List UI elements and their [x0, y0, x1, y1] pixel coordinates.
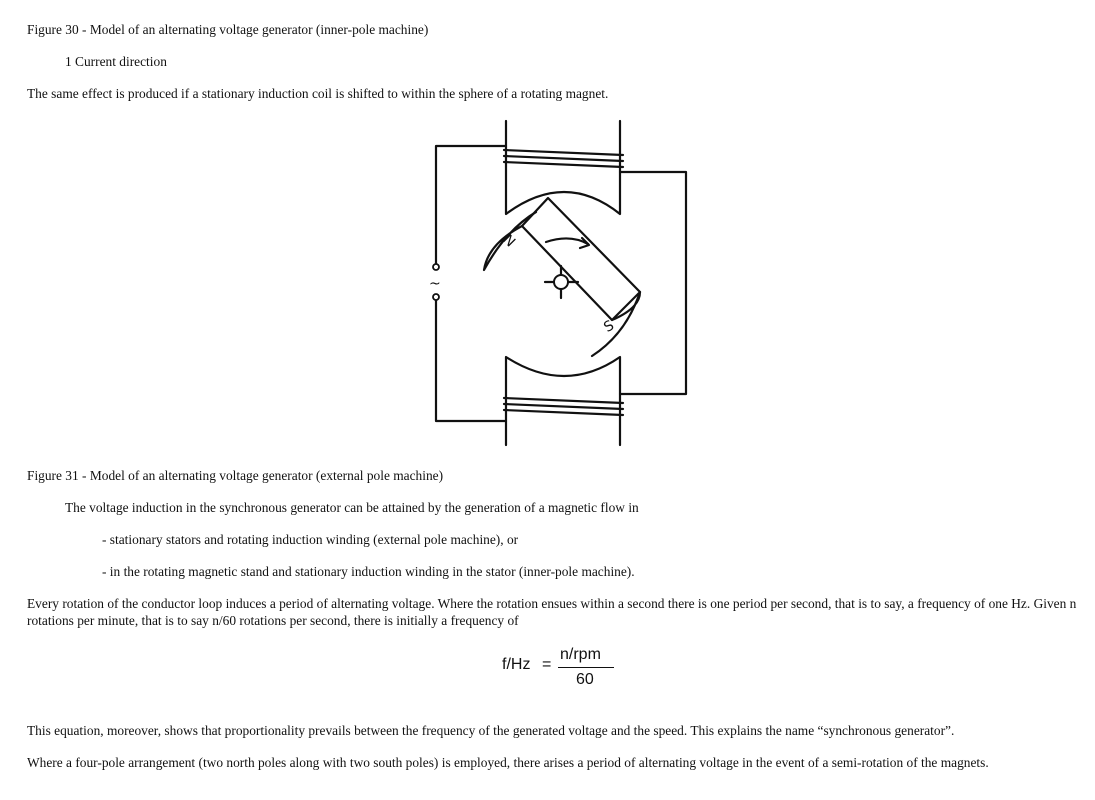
- terminal-bottom: [433, 294, 439, 300]
- rotor-bar: [522, 198, 640, 320]
- ac-symbol: ~: [429, 276, 441, 292]
- rotation-arrow: [546, 238, 588, 244]
- south-pole-label: S: [601, 317, 618, 336]
- top-coil-winding-1: [504, 150, 623, 155]
- generator-diagram: [420, 114, 700, 450]
- formula-fraction-bar: [558, 667, 614, 668]
- paragraph-same-effect: The same effect is produced if a stationary induction coil is shifted to within the sphere of a rotating magnet.: [27, 86, 609, 101]
- top-stator: [506, 121, 620, 214]
- wire-left-bottom: [436, 300, 506, 421]
- paragraph-equation: This equation, moreover, shows that proportionality prevails between the frequency of the generated voltage and the speed. This explains the name “synchronous generator”.: [27, 723, 955, 738]
- terminal-top: [433, 264, 439, 270]
- figure-31-caption: Figure 31 - Model of an alternating voltage generator (external pole machine): [27, 468, 444, 483]
- top-coil-winding-3: [504, 162, 623, 167]
- bullet-item-1: - stationary stators and rotating induction winding (external pole machine), or: [102, 532, 519, 547]
- paragraph-voltage-induction: The voltage induction in the synchronous generator can be attained by the generation of a magnetic flow in: [65, 500, 639, 515]
- figure-30-caption: Figure 30 - Model of an alternating voltage generator (inner-pole machine): [27, 22, 429, 37]
- frequency-formula: [500, 644, 630, 694]
- formula-numerator: n/rpm: [560, 646, 601, 663]
- rotor-shaft: [554, 275, 568, 289]
- figure-30-legend: 1 Current direction: [65, 54, 167, 69]
- paragraph-every-rotation: Every rotation of the conductor loop induces a period of alternating voltage. Where the rotation ensues within a second there is one period per second, that is to say, a frequency of one Hz. Given n rotations per minute, that is to say n/60 rotations per second, there is initially a frequency of: [27, 596, 1077, 628]
- paragraph-four-pole: Where a four-pole arrangement (two north poles along with two south poles) is employed, there arises a period of alternating voltage in the event of a semi-rotation of the magnets.: [27, 755, 989, 770]
- north-pole-label: N: [499, 231, 519, 251]
- rotor-south-pole: [592, 292, 640, 356]
- bottom-coil-winding-1: [504, 398, 623, 403]
- formula-equals: =: [542, 656, 552, 673]
- formula-lhs: f/Hz: [502, 656, 531, 673]
- bottom-coil-winding-3: [504, 410, 623, 415]
- top-coil-winding-2: [504, 156, 623, 161]
- formula-denominator: 60: [576, 671, 594, 688]
- bottom-coil-winding-2: [504, 404, 623, 409]
- bullet-item-2: - in the rotating magnetic stand and stationary induction winding in the stator (inner-pole machine).: [102, 564, 635, 579]
